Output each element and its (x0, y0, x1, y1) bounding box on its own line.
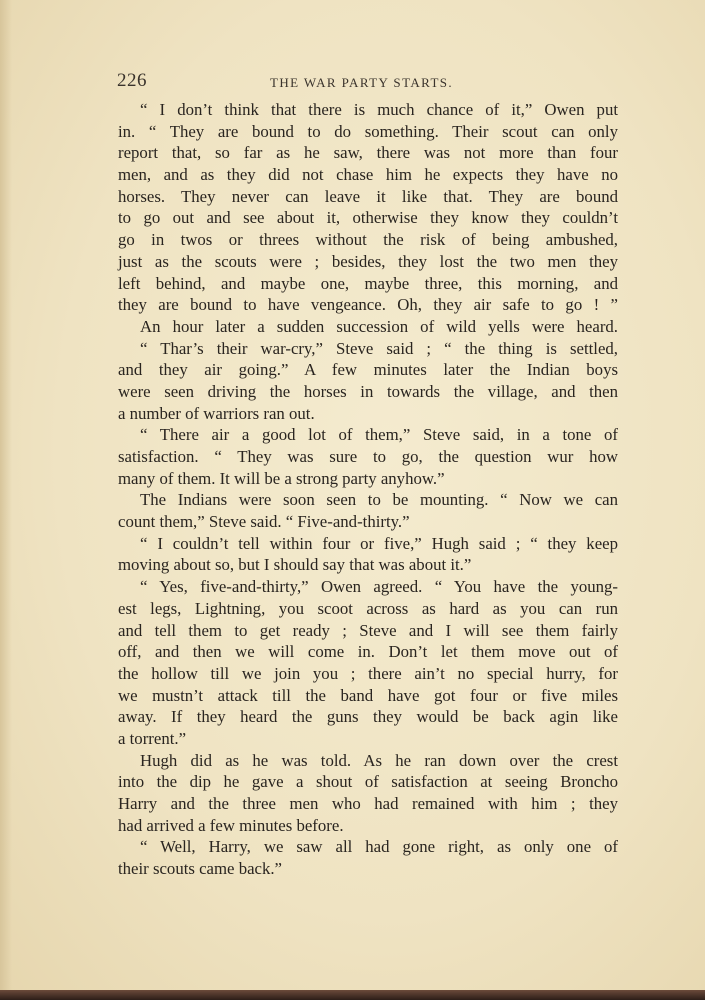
text-line: “ There air a good lot of them,” Steve said, in a tone of (140, 425, 618, 445)
text-line: Hugh did as he was told. As he ran down over the crest (140, 750, 618, 770)
text-line: had arrived a few minutes before. (118, 815, 344, 835)
text-line: est legs, Lightning, you scoot across as hard as you can run (118, 598, 618, 618)
text-line: a number of warriors ran out. (118, 403, 315, 423)
text-line: “ Yes, five-and-thirty,” Owen agreed. “ You have the young- (140, 577, 618, 597)
page-spine-shadow (0, 0, 12, 1000)
text-line: they are bound to have vengeance. Oh, they air safe to go ! ” (118, 295, 618, 315)
text-line: we mustn’t attack till the band have got four or five miles (118, 685, 618, 705)
text-line: “ Thar’s their war-cry,” Steve said ; “ the thing is settled, (140, 338, 618, 358)
text-line: moving about so, but I should say that was about it.” (118, 555, 472, 575)
text-line: off, and then we will come in. Don’t let them move out of (118, 642, 618, 662)
text-line: men, and as they did not chase him he expects they have no (118, 165, 618, 185)
text-line: An hour later a sudden succession of wild yells were heard. (140, 316, 618, 336)
text-line: report that, so far as he saw, there was not more than four (118, 143, 618, 163)
text-line: their scouts came back.” (118, 859, 283, 879)
text-line: and tell them to get ready ; Steve and I will see them fairly (118, 620, 618, 640)
text-line: to go out and see about it, otherwise they know they couldn’t (118, 208, 618, 228)
text-line: Harry and the three men who had remained with him ; they (118, 794, 618, 813)
text-line: count them,” Steve said. “ Five-and-thirty.” (118, 512, 410, 532)
text-line: go in twos or threes without the risk of being ambushed, (118, 230, 618, 250)
text-line: into the dip he gave a shout of satisfaction at seeing Broncho (118, 772, 618, 792)
running-head: THE WAR PARTY STARTS. (270, 75, 454, 90)
text-line: and they air going.” A few minutes later the Indian boys (118, 360, 618, 380)
text-line: in. “ They are bound to do something. Their scout can only (118, 121, 618, 141)
text-line: satisfaction. “ They was sure to go, the question wur how (118, 447, 618, 466)
text-line: “ I don’t think that there is much chance of it,” Owen put (140, 100, 618, 119)
text-line: just as the scouts were ; besides, they lost the two men they (118, 251, 618, 271)
text-line: The Indians were soon seen to be mounting. “ Now we can (140, 490, 618, 510)
text-line: “ Well, Harry, we saw all had gone right, as only one of (140, 837, 618, 857)
body-text (118, 99, 618, 880)
text-line: the hollow till we join you ; there ain’t no special hurry, for (118, 663, 618, 683)
text-line: horses. They never can leave it like that. They are bound (118, 186, 618, 206)
page-number: 226 (117, 70, 147, 91)
text-line: were seen driving the horses in towards the village, and then (118, 381, 618, 401)
text-line: “ I couldn’t tell within four or five,” Hugh said ; “ they keep (140, 533, 618, 553)
page-bottom-edge (0, 990, 705, 1000)
page-header (117, 70, 617, 100)
text-line: many of them. It will be a strong party anyhow.” (118, 468, 445, 488)
text-line: left behind, and maybe one, maybe three, this morning, and (118, 273, 618, 293)
text-line: away. If they heard the guns they would be back agin like (118, 707, 618, 727)
text-line: a torrent.” (118, 728, 187, 748)
